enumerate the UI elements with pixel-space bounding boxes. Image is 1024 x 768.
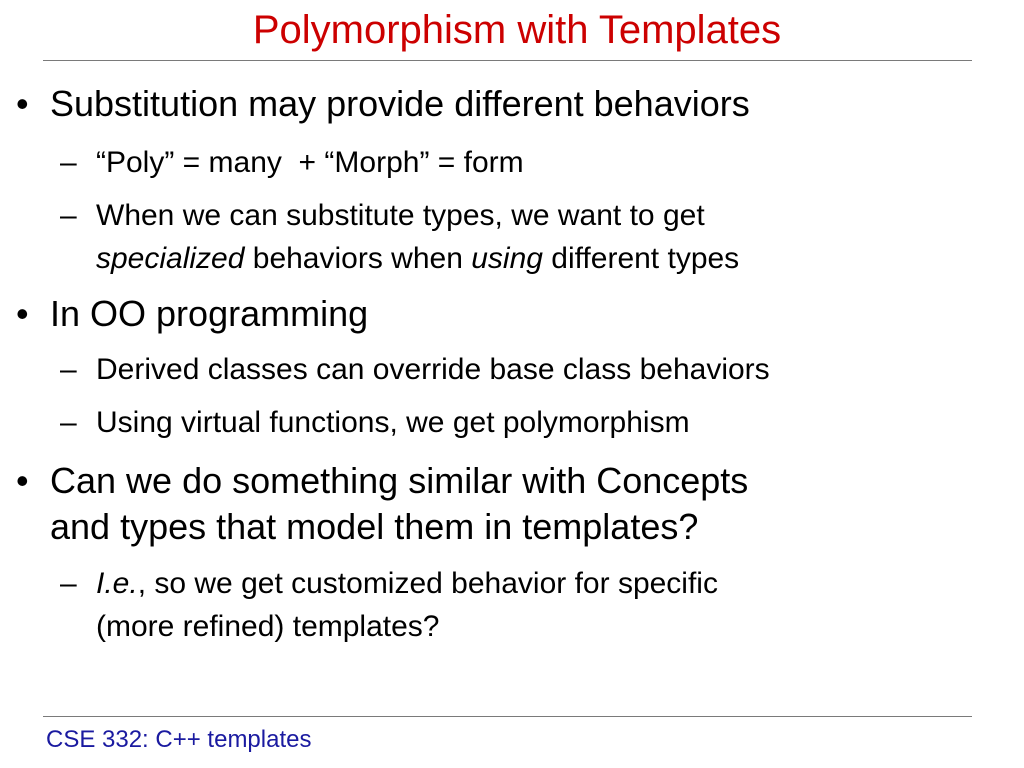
- bullet-2-sub-2: [60, 401, 690, 444]
- bullet-3-sub-1: [60, 562, 718, 648]
- bullet-3: [16, 458, 749, 550]
- dash-marker: –: [60, 353, 77, 386]
- bullet-2-sub-2-text: Using virtual functions, we get polymorphism: [96, 406, 690, 439]
- bullet-3-sub-1-line-2: (more refined) templates?: [96, 610, 440, 643]
- dash-marker: –: [60, 567, 77, 600]
- dash-marker: –: [60, 146, 77, 179]
- bullet-1-sub-2-end: different types: [542, 242, 740, 275]
- bullet-2-sub-1-text: Derived classes can override base class behaviors: [96, 353, 770, 386]
- slide-title: Polymorphism with Templates: [252, 8, 782, 52]
- bullet-1-sub-2-mid: behaviors when: [244, 242, 472, 275]
- bullet-3-line-1: Can we do something similar with Concepts: [50, 460, 749, 501]
- bullet-1-text: Substitution may provide different behaviors: [50, 83, 750, 124]
- bullet-1: [16, 81, 750, 127]
- emphasis-specialized: specialized: [96, 242, 245, 275]
- bullet-1-sub-2-line-2: [96, 237, 739, 280]
- emphasis-using: using: [471, 242, 543, 275]
- bullet-3-sub-1-line-1: [96, 562, 718, 605]
- bullet-2-text: In OO programming: [50, 293, 369, 334]
- footer-divider: [43, 716, 972, 717]
- slide-footer: CSE 332: C++ templates: [46, 726, 312, 753]
- dash-marker: –: [60, 199, 77, 232]
- bullet-1-sub-2: [60, 194, 740, 280]
- bullet-2: [16, 291, 369, 337]
- emphasis-ie: I.e.: [96, 567, 138, 600]
- bullet-marker: •: [16, 293, 29, 334]
- bullet-3-line-2: and types that model them in templates?: [50, 506, 699, 547]
- bullet-2-sub-1: [60, 348, 770, 391]
- bullet-marker: •: [16, 83, 29, 124]
- title-divider: [43, 60, 972, 61]
- bullet-1-sub-2-line-1: When we can substitute types, we want to get: [96, 199, 705, 232]
- dash-marker: –: [60, 406, 77, 439]
- bullet-1-sub-1: [60, 141, 524, 184]
- bullet-1-sub-1-text: “Poly” = many + “Morph” = form: [96, 146, 524, 179]
- bullet-marker: •: [16, 460, 29, 501]
- bullet-3-sub-1-rest: , so we get customized behavior for specific: [137, 567, 718, 600]
